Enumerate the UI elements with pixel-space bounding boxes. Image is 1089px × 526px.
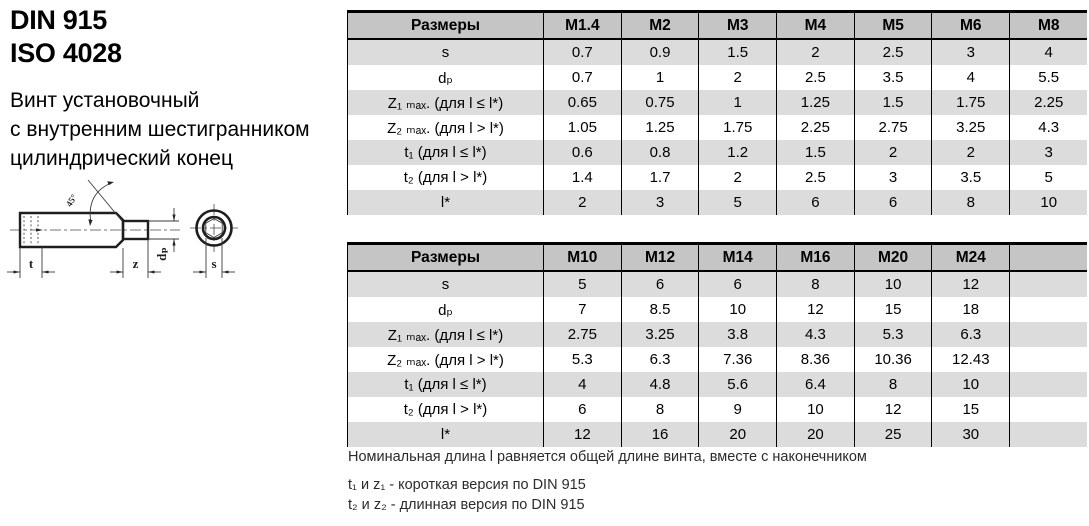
value-cell: 10.36 bbox=[854, 347, 932, 372]
dimension-t bbox=[7, 247, 55, 278]
value-cell: 1.5 bbox=[699, 39, 777, 65]
value-cell: 7.36 bbox=[699, 347, 777, 372]
side-view bbox=[7, 180, 180, 278]
value-cell: 3 bbox=[854, 165, 932, 190]
note-short-version: t₁ и z₁ - короткая версия по DIN 915 bbox=[348, 477, 586, 493]
value-cell: 16 bbox=[621, 422, 699, 447]
value-cell: 1.5 bbox=[854, 90, 932, 115]
value-cell: 8 bbox=[777, 271, 855, 297]
value-cell bbox=[1010, 271, 1088, 297]
value-cell: 1.25 bbox=[621, 115, 699, 140]
value-cell: 2.75 bbox=[544, 322, 622, 347]
value-cell: 10 bbox=[1010, 190, 1088, 215]
value-cell: 10 bbox=[777, 397, 855, 422]
value-cell: 8 bbox=[932, 190, 1010, 215]
size-column-header: M3 bbox=[699, 12, 777, 40]
table-row bbox=[348, 271, 1088, 297]
value-cell: 8 bbox=[621, 397, 699, 422]
value-cell: 0.7 bbox=[544, 65, 622, 90]
value-cell: 3.5 bbox=[932, 165, 1010, 190]
value-cell: 3.25 bbox=[932, 115, 1010, 140]
value-cell: 2.25 bbox=[1010, 90, 1088, 115]
row-label: dₚ bbox=[348, 297, 544, 322]
value-cell: 2 bbox=[699, 165, 777, 190]
value-cell: 0.9 bbox=[621, 39, 699, 65]
value-cell: 25 bbox=[854, 422, 932, 447]
value-cell: 15 bbox=[854, 297, 932, 322]
value-cell: 2 bbox=[932, 140, 1010, 165]
value-cell bbox=[1010, 347, 1088, 372]
standard-iso-title: ISO 4028 bbox=[10, 38, 122, 68]
table-row bbox=[348, 39, 1088, 65]
row-label: s bbox=[348, 39, 544, 65]
value-cell: 5 bbox=[699, 190, 777, 215]
standards-block bbox=[10, 4, 122, 70]
dimension-label-s: s bbox=[211, 256, 217, 271]
value-cell: 4.3 bbox=[1010, 115, 1088, 140]
product-description bbox=[10, 86, 310, 173]
description-line-1: Винт установочный bbox=[10, 89, 200, 112]
value-cell: 6.4 bbox=[777, 372, 855, 397]
row-label: Z₂ ₘₐₓ. (для l > l*) bbox=[348, 347, 544, 372]
value-cell: 12 bbox=[854, 397, 932, 422]
description-line-3: цилиндрический конец bbox=[10, 147, 234, 170]
size-header-row bbox=[348, 12, 1088, 40]
note-nominal-length: Номинальная длина l равняется общей длине винта, вместе с наконечником bbox=[348, 449, 867, 465]
value-cell: 20 bbox=[777, 422, 855, 447]
row-label: s bbox=[348, 271, 544, 297]
value-cell: 6 bbox=[699, 271, 777, 297]
row-label: l* bbox=[348, 190, 544, 215]
table-row bbox=[348, 165, 1088, 190]
row-label: t₁ (для l ≤ l*) bbox=[348, 140, 544, 165]
note-long-version: t₂ и z₂ - длинная версия по DIN 915 bbox=[348, 497, 585, 513]
value-cell bbox=[1010, 372, 1088, 397]
dimensions-table-m1.4-m8 bbox=[347, 10, 1087, 215]
size-header-row bbox=[348, 244, 1088, 272]
value-cell: 8.36 bbox=[777, 347, 855, 372]
table-row bbox=[348, 65, 1088, 90]
value-cell: 12.43 bbox=[932, 347, 1010, 372]
table-row bbox=[348, 322, 1088, 347]
dimension-dp bbox=[148, 208, 179, 261]
value-cell: 1.25 bbox=[777, 90, 855, 115]
row-label: t₂ (для l > l*) bbox=[348, 397, 544, 422]
row-label-header: Размеры bbox=[348, 12, 544, 40]
value-cell: 6 bbox=[544, 397, 622, 422]
value-cell: 12 bbox=[544, 422, 622, 447]
value-cell: 2 bbox=[854, 140, 932, 165]
size-column-header: M1.4 bbox=[544, 12, 622, 40]
size-column-header: M8 bbox=[1010, 12, 1088, 40]
table-row bbox=[348, 297, 1088, 322]
table-row bbox=[348, 347, 1088, 372]
dimension-label-t: t bbox=[28, 256, 34, 271]
row-label: Z₂ ₘₐₓ. (для l > l*) bbox=[348, 115, 544, 140]
value-cell: 10 bbox=[932, 372, 1010, 397]
value-cell: 30 bbox=[932, 422, 1010, 447]
size-column-header: M10 bbox=[544, 244, 622, 272]
value-cell: 5.3 bbox=[854, 322, 932, 347]
value-cell: 3.5 bbox=[854, 65, 932, 90]
value-cell: 9 bbox=[699, 397, 777, 422]
description-line-2: с внутренним шестигранником bbox=[10, 118, 310, 141]
value-cell: 3 bbox=[932, 39, 1010, 65]
dimensions-table-m10-m24 bbox=[347, 242, 1087, 447]
value-cell: 4 bbox=[544, 372, 622, 397]
size-column-header: M5 bbox=[854, 12, 932, 40]
end-view bbox=[190, 204, 238, 278]
value-cell: 6 bbox=[854, 190, 932, 215]
value-cell: 4.3 bbox=[777, 322, 855, 347]
value-cell bbox=[1010, 297, 1088, 322]
value-cell bbox=[1010, 397, 1088, 422]
value-cell: 3.8 bbox=[699, 322, 777, 347]
value-cell: 0.75 bbox=[621, 90, 699, 115]
value-cell: 20 bbox=[699, 422, 777, 447]
value-cell: 2.75 bbox=[854, 115, 932, 140]
value-cell: 6 bbox=[621, 271, 699, 297]
value-cell: 2 bbox=[699, 65, 777, 90]
table-row bbox=[348, 422, 1088, 447]
value-cell: 1.75 bbox=[699, 115, 777, 140]
value-cell: 1.5 bbox=[777, 140, 855, 165]
value-cell: 10 bbox=[699, 297, 777, 322]
value-cell: 10 bbox=[854, 271, 932, 297]
value-cell: 0.6 bbox=[544, 140, 622, 165]
row-label: Z₁ ₘₐₓ. (для l ≤ l*) bbox=[348, 90, 544, 115]
value-cell: 5 bbox=[1010, 165, 1088, 190]
value-cell: 6.3 bbox=[932, 322, 1010, 347]
row-label: t₂ (для l > l*) bbox=[348, 165, 544, 190]
value-cell: 1.4 bbox=[544, 165, 622, 190]
technical-drawing bbox=[2, 168, 267, 313]
table-row bbox=[348, 397, 1088, 422]
angle-label: 45° bbox=[63, 192, 80, 209]
size-column-header: M16 bbox=[777, 244, 855, 272]
value-cell: 3 bbox=[621, 190, 699, 215]
value-cell: 8.5 bbox=[621, 297, 699, 322]
value-cell: 1.75 bbox=[932, 90, 1010, 115]
value-cell: 5.6 bbox=[699, 372, 777, 397]
value-cell: 5.5 bbox=[1010, 65, 1088, 90]
size-column-header bbox=[1010, 244, 1088, 272]
table-row bbox=[348, 90, 1088, 115]
row-label-header: Размеры bbox=[348, 244, 544, 272]
value-cell: 4.8 bbox=[621, 372, 699, 397]
value-cell bbox=[1010, 422, 1088, 447]
value-cell: 5 bbox=[544, 271, 622, 297]
table-row bbox=[348, 372, 1088, 397]
value-cell: 4 bbox=[1010, 39, 1088, 65]
chamfer-angle-callout bbox=[64, 180, 122, 226]
value-cell: 2.5 bbox=[777, 165, 855, 190]
value-cell: 2 bbox=[777, 39, 855, 65]
value-cell: 0.7 bbox=[544, 39, 622, 65]
value-cell: 6 bbox=[777, 190, 855, 215]
value-cell: 3.25 bbox=[621, 322, 699, 347]
value-cell: 1 bbox=[699, 90, 777, 115]
row-label: t₁ (для l ≤ l*) bbox=[348, 372, 544, 397]
size-column-header: M20 bbox=[854, 244, 932, 272]
value-cell: 12 bbox=[932, 271, 1010, 297]
dimension-label-z: z bbox=[132, 256, 139, 271]
value-cell: 5.3 bbox=[544, 347, 622, 372]
value-cell: 0.8 bbox=[621, 140, 699, 165]
size-column-header: M14 bbox=[699, 244, 777, 272]
value-cell: 1.7 bbox=[621, 165, 699, 190]
value-cell: 1.2 bbox=[699, 140, 777, 165]
value-cell: 2.5 bbox=[854, 39, 932, 65]
dimension-label-dp: dₚ bbox=[154, 247, 169, 261]
size-column-header: M4 bbox=[777, 12, 855, 40]
value-cell: 15 bbox=[932, 397, 1010, 422]
value-cell: 1.05 bbox=[544, 115, 622, 140]
table-row bbox=[348, 140, 1088, 165]
standard-din-title: DIN 915 bbox=[10, 5, 107, 35]
size-column-header: M6 bbox=[932, 12, 1010, 40]
value-cell: 1 bbox=[621, 65, 699, 90]
value-cell: 0.65 bbox=[544, 90, 622, 115]
value-cell: 2 bbox=[544, 190, 622, 215]
value-cell: 7 bbox=[544, 297, 622, 322]
set-screw-drawing bbox=[2, 168, 267, 308]
size-column-header: M24 bbox=[932, 244, 1010, 272]
size-column-header: M12 bbox=[621, 244, 699, 272]
value-cell: 2.5 bbox=[777, 65, 855, 90]
size-column-header: M2 bbox=[621, 12, 699, 40]
table-row bbox=[348, 190, 1088, 215]
value-cell: 8 bbox=[854, 372, 932, 397]
value-cell bbox=[1010, 322, 1088, 347]
value-cell: 18 bbox=[932, 297, 1010, 322]
row-label: l* bbox=[348, 422, 544, 447]
table-row bbox=[348, 115, 1088, 140]
value-cell: 4 bbox=[932, 65, 1010, 90]
value-cell: 3 bbox=[1010, 140, 1088, 165]
value-cell: 12 bbox=[777, 297, 855, 322]
value-cell: 2.25 bbox=[777, 115, 855, 140]
row-label: Z₁ ₘₐₓ. (для l ≤ l*) bbox=[348, 322, 544, 347]
row-label: dₚ bbox=[348, 65, 544, 90]
value-cell: 6.3 bbox=[621, 347, 699, 372]
